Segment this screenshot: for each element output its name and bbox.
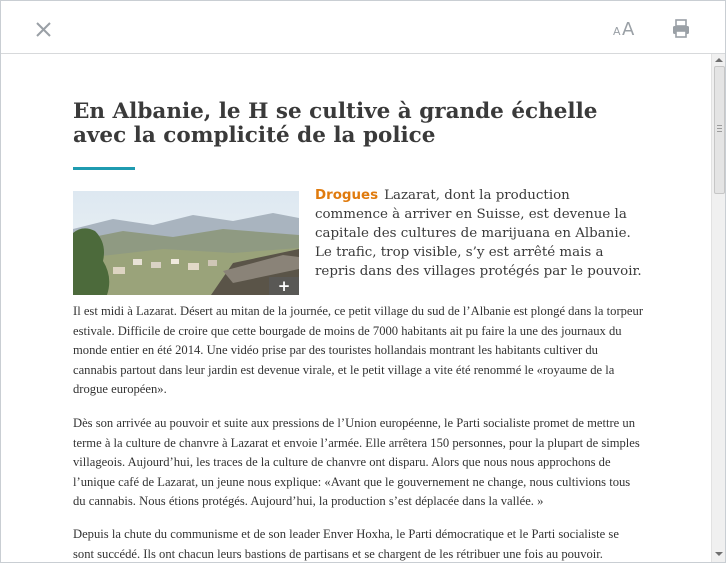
font-size-small-label: A — [613, 25, 621, 38]
grip-line — [717, 131, 722, 132]
article-lead — [315, 186, 645, 281]
print-button[interactable] — [669, 17, 693, 41]
article-paragraph: Depuis la chute du communisme et de son leader Enver Hoxha, le Parti démocratique et le Parti socialiste se sont succédé. Ils ont chacun leurs bastions de partisans et se chargent de les rétribuer une fois au pouvoir. — [73, 527, 619, 561]
vertical-scrollbar[interactable] — [711, 54, 726, 562]
title-accent-rule — [73, 167, 135, 170]
close-button[interactable] — [31, 17, 55, 41]
scroll-down-arrow-icon[interactable] — [714, 550, 724, 558]
grip-line — [717, 125, 722, 126]
category-tag[interactable]: Drogues — [315, 188, 379, 203]
toolbar — [1, 1, 725, 54]
article-title: En Albanie, le H se cultive à grande échelle avec la complicité de la police — [73, 99, 598, 148]
lead-text: Lazarat, dont la production commence à arriver en Suisse, est devenue la capitale des cultures de marijuana en Albanie. Le trafic, trop visible, s’y est arrêté mais a repris dans des villages protégés par le pouvoir. — [315, 188, 642, 279]
font-size-button[interactable] — [611, 17, 641, 41]
close-icon — [31, 17, 55, 41]
scrollbar-thumb[interactable] — [714, 66, 725, 194]
print-icon — [669, 17, 693, 41]
article-paragraph: Dès son arrivée au pouvoir et suite aux pressions de l’Union européenne, le Parti socialiste promet de mettre un terme à la culture de chanvre à Lazarat et envoie l’armée. Elle arrêtera 150 personnes, pour la plupart de simples villageois. Aujourd’hui, les traces de la culture de chanvre ont disparu. Alors que nous nous approchons de l’unique café de Lazarat, un jeune nous explique: «Avant que le gouvernement ne change, nous cultivions tous du cannabis. Nous étions protégés. Aujourd’hui, la production s’est déplacée dans la vallée. » — [73, 416, 640, 508]
grip-line — [717, 128, 722, 129]
article-image[interactable] — [73, 191, 299, 295]
landscape-photo — [73, 191, 299, 295]
article-viewport[interactable] — [1, 54, 711, 562]
font-size-large-label: A — [622, 19, 635, 40]
article-paragraph: Il est midi à Lazarat. Désert au mitan de la journée, ce petit village du sud de l’Albanie est plongé dans la torpeur estivale. Difficile de croire que cette bourgade de moins de 7000 habitants ait pu faire la une des journaux du monde entier en été 2014. Une vidéo prise par des touristes hollandais montrant les habitants cultiver du cannabis partout dans leur jardin est devenue virale, et le petit village a vite été renommé le «royaume de la drogue européen». — [73, 304, 644, 396]
expand-image-button[interactable]: + — [269, 277, 299, 295]
scroll-up-arrow-icon[interactable] — [714, 56, 724, 64]
